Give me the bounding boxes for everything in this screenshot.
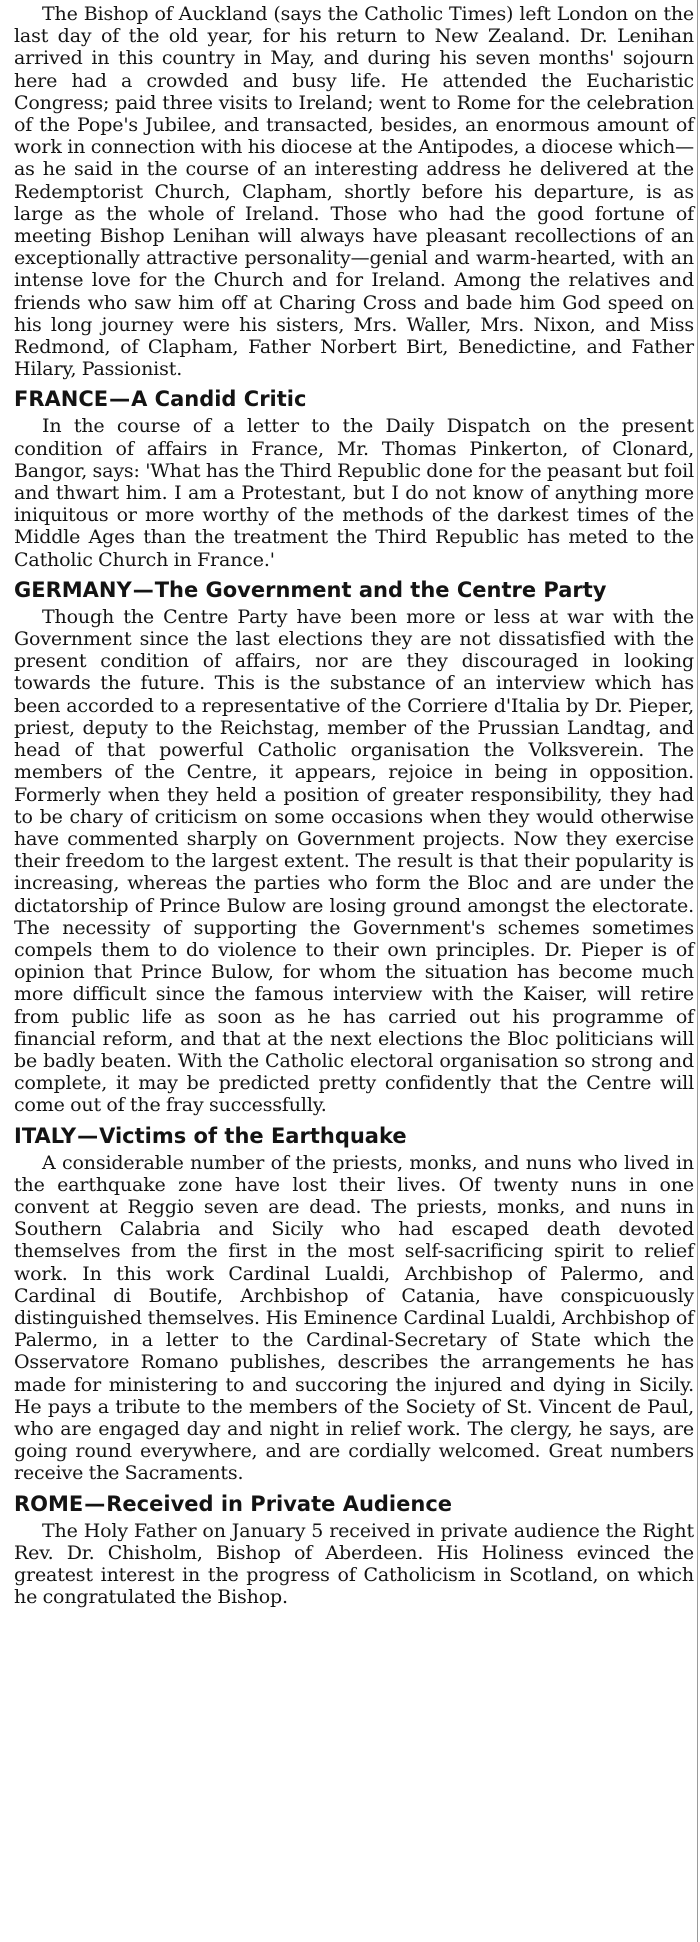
heading-place: ROME [14,1491,84,1516]
article-france [14,386,694,570]
section-heading [14,577,694,604]
article-paragraph: Though the Centre Party have been more or less at war with the Government since the last elections they are not dissatisfied with the present condition of affairs, nor are they discouraged in looking towards the future. This is the substance of an interview which has been accorded to a representative of the Corriere d'Italia by Dr. Pieper, priest, deputy to the Reichstag, member of the Prussian Landtag, and head of that powerful Catholic organisation the Volksverein. The members of the Centre, it appears, rejoice in being in opposition. Formerly when they held a position of greater responsibility, they had to be chary of criticism on some occasions when they would otherwise have commented sharply on Government projects. Now they exercise their freedom to the largest extent. The result is that their popularity is increasing, whereas the parties who form the Bloc and are under the dictatorship of Prince Bulow are losing ground amongst the electorate. The necessity of supporting the Government's schemes sometimes compels them to do violence to their own principles. Dr. Pieper is of opinion that Prince Bulow, for whom the situation has become much more difficult since the famous interview with the Kaiser, will retire from public life as soon as he has carried out his programme of financial reform, and that at the next elections the Bloc politicians will be badly beaten. With the Catholic electoral organisation so strong and complete, it may be predicted pretty confidently that the Centre will come out of the fray successfully. [14,605,694,1117]
article-bishop-of-auckland [14,3,694,380]
heading-place: FRANCE [14,387,109,412]
column-rule [697,0,698,1942]
article-germany [14,577,694,1117]
heading-place: ITALY [14,1123,77,1148]
heading-title: Received in Private Audience [106,1491,453,1516]
section-heading [14,1123,694,1150]
heading-dash: — [84,1491,106,1516]
heading-title: The Government and the Centre Party [154,577,607,602]
heading-dash: — [77,1123,99,1148]
heading-title: A Candid Critic [131,387,307,412]
article-paragraph: The Holy Father on January 5 received in private audience the Right Rev. Dr. Chisholm, Bishop of Aberdeen. His Holiness evinced the greatest interest in the progress of Catholicism in Scotland, on which he congratulated the Bishop. [14,1519,694,1609]
article-italy [14,1123,694,1485]
heading-place: GERMANY [14,577,132,602]
heading-dash: — [109,387,131,412]
section-heading [14,1491,694,1518]
heading-title: Victims of the Earthquake [99,1123,407,1148]
article-paragraph: A considerable number of the priests, monks, and nuns who lived in the earthquake zone have lost their lives. Of twenty nuns in one convent at Reggio seven are dead. The priests, monks, and nuns in Southern Calabria and Sicily who had escaped death devoted themselves from the first in the most self-sacrificing spirit to relief work. In this work Cardinal Lualdi, Archbishop of Palermo, and Cardinal di Boutife, Archbishop of Catania, have conspicuously distinguished themselves. His Eminence Cardinal Lualdi, Archbishop of Palermo, in a letter to the Cardinal-Secretary of State which the Osservatore Romano publishes, describes the arrangements he has made for ministering to and succoring the injured and dying in Sicily. He pays a tribute to the members of the Society of St. Vincent de Paul, who are engaged day and night in relief work. The clergy, he says, are going round everywhere, and are cordially welcomed. Great numbers receive the Sacraments. [14,1151,694,1485]
section-heading [14,386,694,413]
article-paragraph: In the course of a letter to the Daily Dispatch on the present condition of affairs in France, Mr. Thomas Pinkerton, of Clonard, Bangor, says: 'What has the Third Republic done for the peasant but foil and thwart him. I am a Protestant, but I do not know of anything more iniquitous or more worthy of the methods of the darkest times of the Middle Ages than the treatment the Third Republic has meted to the Catholic Church in France.' [14,415,694,571]
article-rome [14,1491,694,1609]
article-paragraph: The Bishop of Auckland (says the Catholic Times) left London on the last day of the old year, for his return to New Zealand. Dr. Lenihan arrived in this country in May, and during his seven months' sojourn here had a crowded and busy life. He attended the Eucharistic Congress; paid three visits to Ireland; went to Rome for the celebration of the Pope's Jubilee, and transacted, besides, an enormous amount of work in connection with his diocese at the Antipodes, a diocese which—as he said in the course of an interesting address he delivered at the Redemptorist Church, Clapham, shortly before his departure, is as large as the whole of Ireland. Those who had the good fortune of meeting Bishop Lenihan will always have pleasant recollections of an exceptionally attractive personality—genial and warm-hearted, with an intense love for the Church and for Ireland. Among the relatives and friends who saw him off at Charing Cross and bade him God speed on his long journey were his sisters, Mrs. Waller, Mrs. Nixon, and Miss Redmond, of Clapham, Father Norbert Birt, Benedictine, and Father Hilary, Passionist. [14,3,694,381]
heading-dash: — [132,577,154,602]
